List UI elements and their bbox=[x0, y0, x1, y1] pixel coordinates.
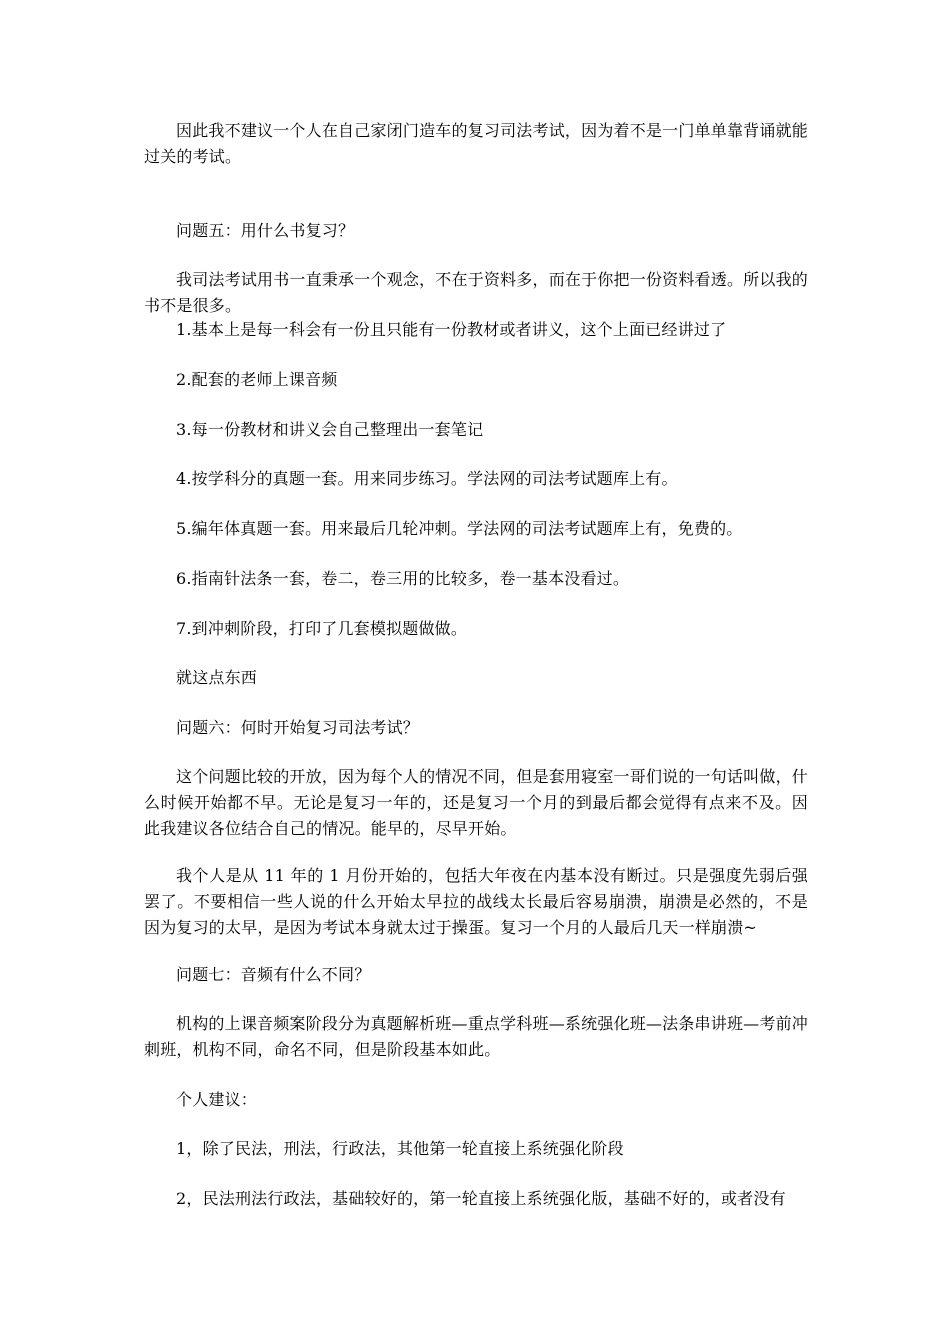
list-item: 1，除了民法，刑法，行政法，其他第一轮直接上系统强化阶段 bbox=[176, 1139, 624, 1158]
question-heading: 问题六：何时开始复习司法考试？ bbox=[176, 718, 420, 737]
list-item: 1.基本上是每一科会有一份且只能有一份教材或者讲义，这个上面已经讲过了 bbox=[176, 320, 727, 339]
paragraph: 我司法考试用书一直秉承一个观念，不在于资料多，而在于你把一份资料看透。所以我的书不是很多。 bbox=[144, 270, 808, 315]
paragraph: 个人建议： bbox=[176, 1090, 258, 1109]
paragraph: 机构的上课音频案阶段分为真题解析班—重点学科班—系统强化班—法条串讲班—考前冲刺班，机构不同，命名不同，但是阶段基本如此。 bbox=[144, 1014, 808, 1059]
list-item: 7.到冲刺阶段，打印了几套模拟题做做。 bbox=[176, 619, 468, 638]
question-heading: 问题七：音频有什么不同？ bbox=[176, 965, 371, 984]
paragraph: 因此我不建议一个人在自己家闭门造车的复习司法考试，因为着不是一门单单靠背诵就能过关的考试。 bbox=[144, 121, 808, 166]
list-item: 6.指南针法条一套，卷二，卷三用的比较多，卷一基本没看过。 bbox=[176, 569, 630, 588]
paragraph: 我个人是从 11 年的 1 月份开始的，包括大年夜在内基本没有断过。只是强度先弱后强罢了。不要相信一些人说的什么开始太早拉的战线太长最后容易崩溃，崩溃是必然的，不是因为复习的太早，是因为考试本身就太过于操蛋。复习一个月的人最后几天一样崩溃~ bbox=[144, 866, 808, 937]
list-item: 3.每一份教材和讲义会自己整理出一套笔记 bbox=[176, 420, 484, 439]
list-item: 5.编年体真题一套。用来最后几轮冲刺。学法网的司法考试题库上有，免费的。 bbox=[176, 519, 743, 538]
list-item: 4.按学科分的真题一套。用来同步练习。学法网的司法考试题库上有。 bbox=[176, 469, 678, 488]
list-item: 2.配套的老师上课音频 bbox=[176, 370, 338, 389]
paragraph: 这个问题比较的开放，因为每个人的情况不同，但是套用寝室一哥们说的一句话叫做，什么时候开始都不早。无论是复习一年的，还是复习一个月的到最后都会觉得有点来不及。因此我建议各位结合自己的情况。能早的，尽早开始。 bbox=[144, 767, 808, 838]
question-heading: 问题五：用什么书复习？ bbox=[176, 221, 355, 240]
list-item: 2，民法刑法行政法，基础较好的，第一轮直接上系统强化版，基础不好的，或者没有 bbox=[176, 1189, 786, 1208]
paragraph: 就这点东西 bbox=[176, 668, 258, 687]
